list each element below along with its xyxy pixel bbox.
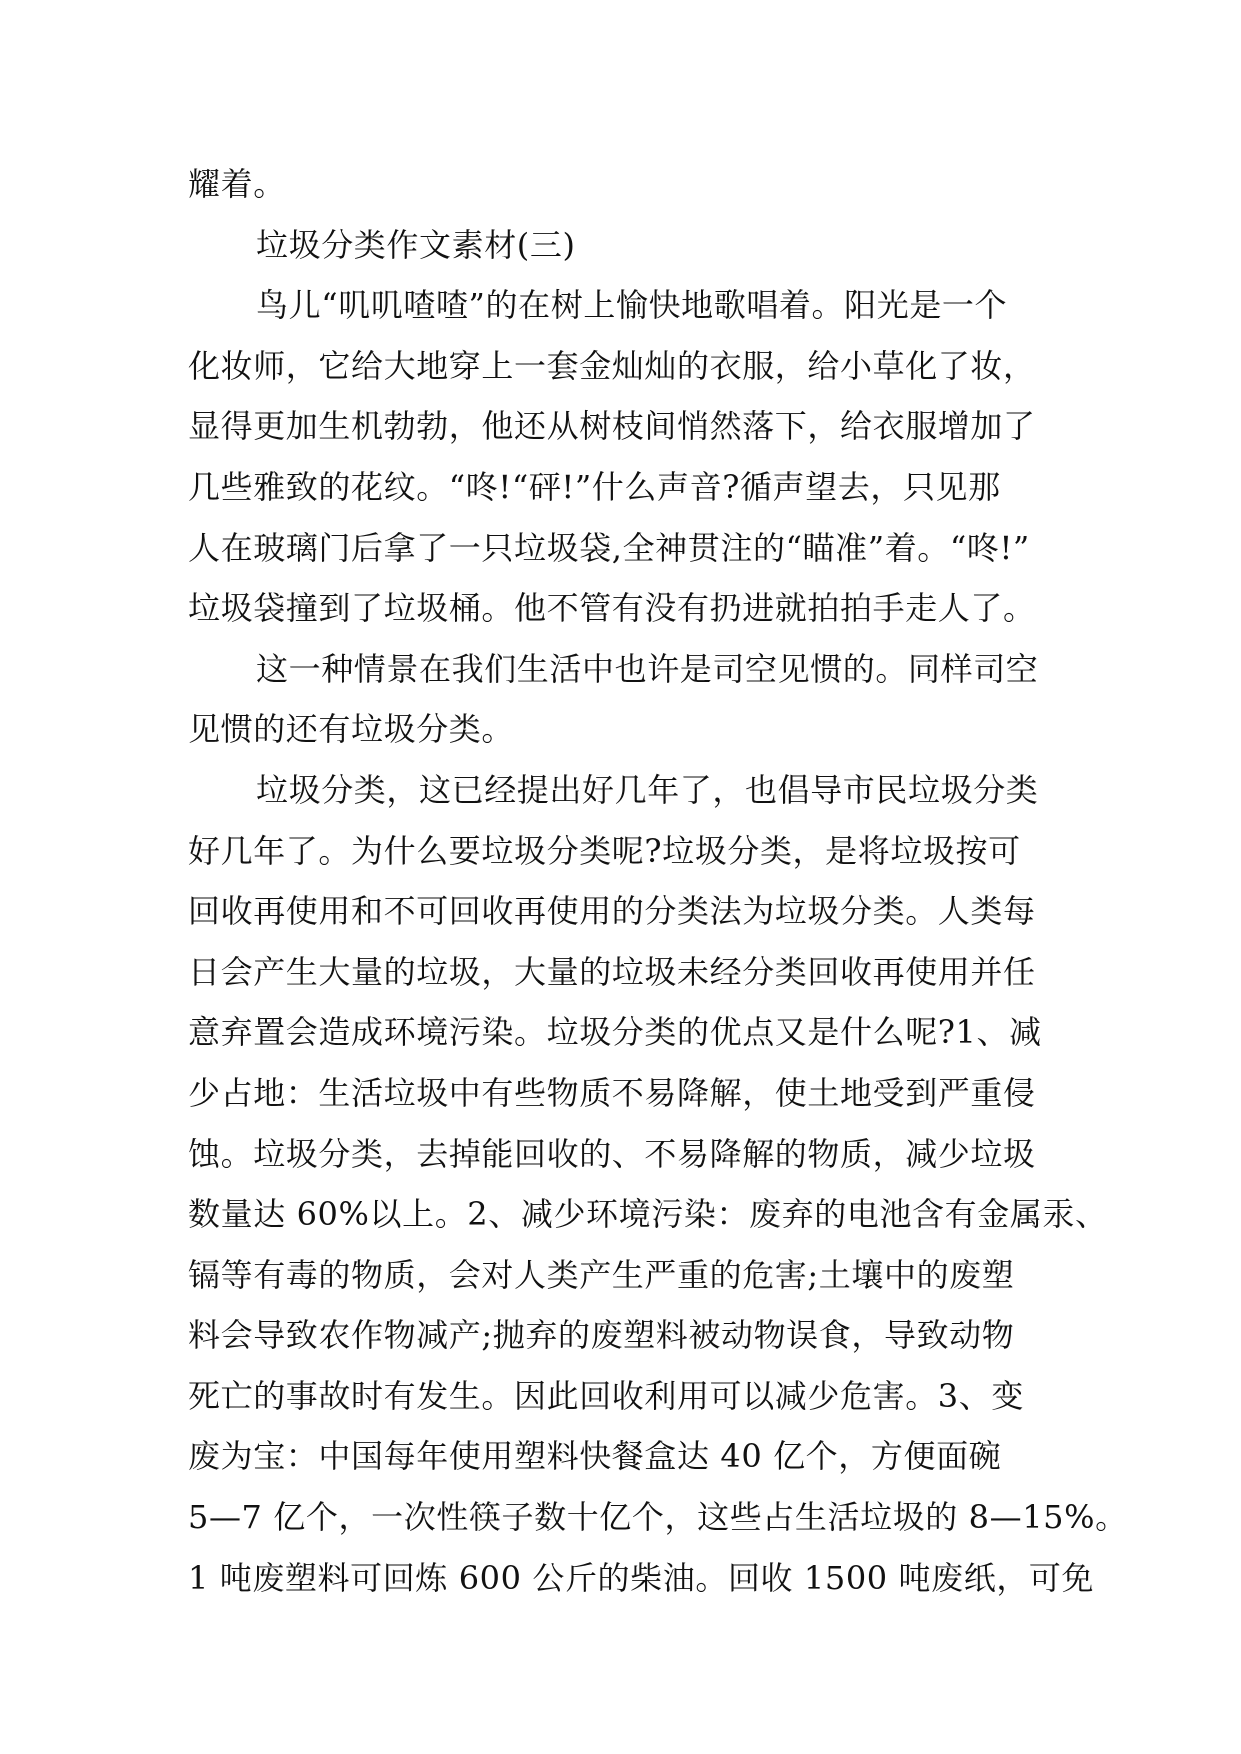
text-line: 回收再使用和不可回收再使用的分类法为垃圾分类。人类每 (188, 892, 1036, 931)
text-line: 料会导致农作物减产;抛弃的废塑料被动物误食，导致动物 (188, 1316, 1015, 1355)
text-line: 意弃置会造成环境污染。垃圾分类的优点又是什么呢?1、减 (188, 1013, 1042, 1052)
text-line: 蚀。垃圾分类，去掉能回收的、不易降解的物质，减少垃圾 (188, 1134, 1036, 1173)
text-line: 垃圾分类，这已经提出好几年了，也倡导市民垃圾分类 (256, 770, 1039, 809)
text-line: 显得更加生机勃勃，他还从树枝间悄然落下，给衣服增加了 (188, 407, 1036, 446)
text-line: 这一种情景在我们生活中也许是司空见惯的。同样司空 (256, 649, 1039, 688)
text-line: 镉等有毒的物质，会对人类产生严重的危害;土壤中的废塑 (188, 1255, 1015, 1294)
text-line: 少占地：生活垃圾中有些物质不易降解，使土地受到严重侵 (188, 1073, 1036, 1112)
text-line: 垃圾分类作文素材(三) (256, 225, 576, 264)
text-line: 废为宝：中国每年使用塑料快餐盒达 40 亿个，方便面碗 (188, 1437, 1002, 1476)
text-line: 垃圾袋撞到了垃圾桶。他不管有没有扔进就拍拍手走人了。 (188, 589, 1036, 628)
text-line: 5—7 亿个，一次性筷子数十亿个，这些占生活垃圾的 8—15%。 (188, 1498, 1128, 1537)
text-line: 人在玻璃门后拿了一只垃圾袋,全神贯注的“瞄准”着。“咚!” (188, 528, 1030, 567)
text-line: 1 吨废塑料可回炼 600 公斤的柴油。回收 1500 吨废纸，可免 (188, 1558, 1095, 1597)
text-line: 死亡的事故时有发生。因此回收利用可以减少危害。3、变 (188, 1376, 1024, 1415)
text-line: 鸟儿“叽叽喳喳”的在树上愉快地歌唱着。阳光是一个 (256, 286, 1008, 325)
text-line: 几些雅致的花纹。“咚!“砰!”什么声音?循声望去，只见那 (188, 467, 1001, 506)
text-line: 化妆师，它给大地穿上一套金灿灿的衣服，给小草化了妆， (188, 346, 1036, 385)
text-line: 数量达 60%以上。2、减少环境污染：废弃的电池含有金属汞、 (188, 1195, 1108, 1234)
document-body (188, 154, 1128, 1608)
text-line: 好几年了。为什么要垃圾分类呢?垃圾分类，是将垃圾按可 (188, 831, 1021, 870)
text-line: 见惯的还有垃圾分类。 (188, 710, 515, 749)
text-line: 日会产生大量的垃圾，大量的垃圾未经分类回收再使用并任 (188, 952, 1036, 991)
text-line: 耀着。 (188, 165, 286, 203)
